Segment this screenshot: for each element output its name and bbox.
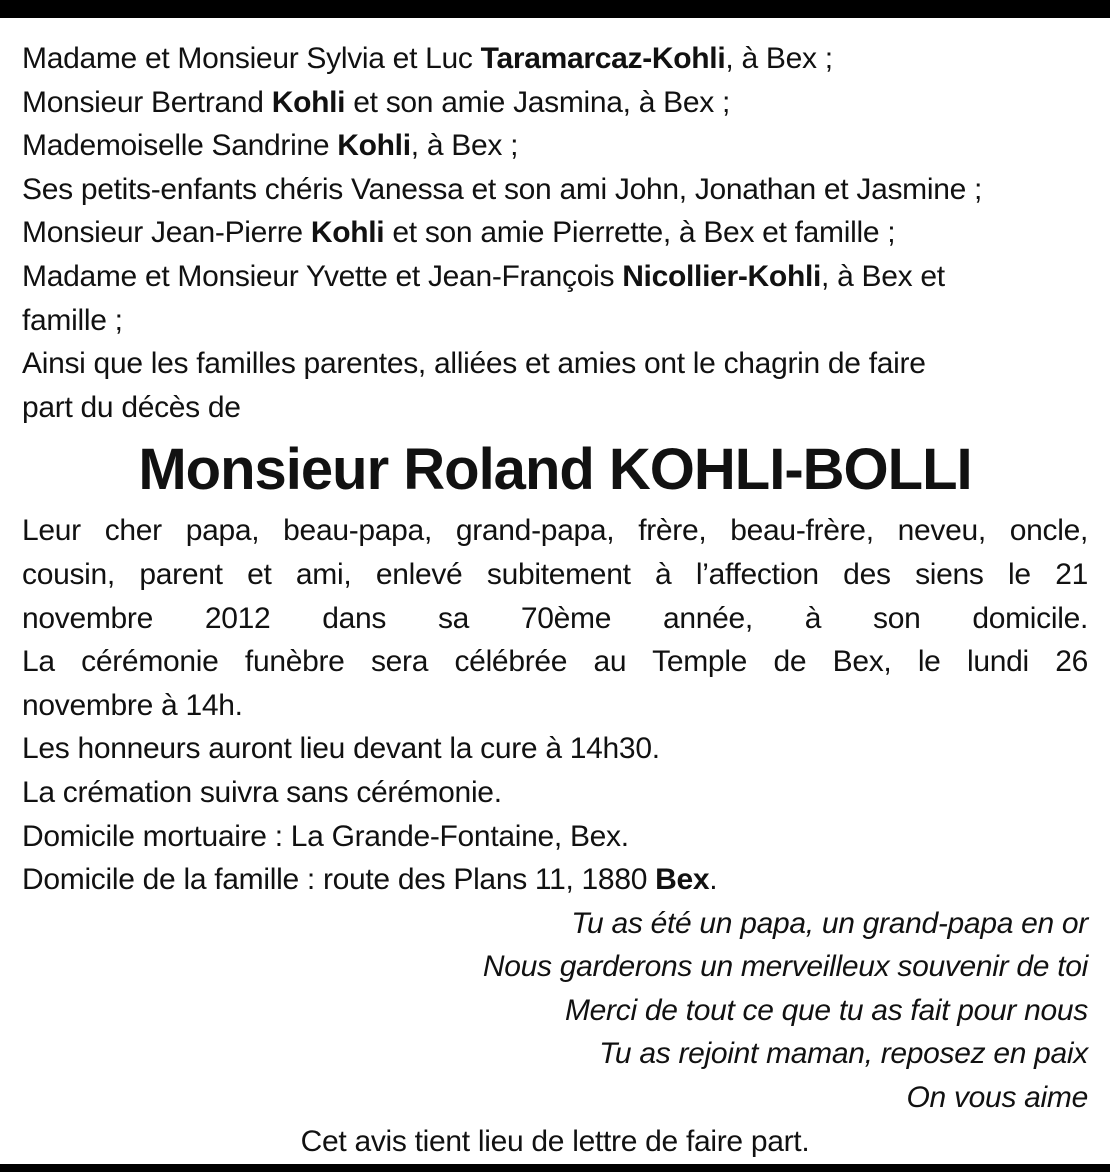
family-line xyxy=(22,386,1088,430)
town: Bex xyxy=(655,863,710,897)
top-border xyxy=(0,0,1110,18)
text: Madame et Monsieur Yvette et Jean-François xyxy=(22,259,623,293)
text: , à Bex ; xyxy=(410,129,519,163)
body-line: Domicile mortuaire : La Grande-Fontaine, Bex. xyxy=(22,819,629,853)
body-line: La cérémonie funèbre sera célébrée au Temple de Bex, le lundi 26 xyxy=(22,645,1088,679)
bottom-border xyxy=(0,1164,1110,1172)
family-line xyxy=(22,124,1088,168)
deceased-name: Monsieur Roland KOHLI-BOLLI xyxy=(138,437,972,503)
text: Monsieur Jean-Pierre xyxy=(22,216,311,250)
body-line: novembre à 14h. xyxy=(22,688,243,722)
family-line xyxy=(22,81,1088,125)
family-line xyxy=(22,342,1088,386)
surname: Taramarcaz-Kohli xyxy=(480,42,726,75)
body-line: cousin, parent et ami, enlevé subitement à l’affection des siens le 21 xyxy=(22,557,1088,591)
text: famille ; xyxy=(22,303,123,337)
body-line: novembre 2012 dans sa 70ème année, à son domicile. xyxy=(22,601,1088,635)
text: Mademoiselle Sandrine xyxy=(22,129,338,163)
family-address xyxy=(22,858,1088,902)
family-line xyxy=(22,211,1088,255)
family-line xyxy=(22,255,1088,299)
family-line xyxy=(22,37,1088,81)
text: Ses petits-enfants chéris Vanessa et son ami John, Jonathan et Jasmine ; xyxy=(22,172,983,206)
text: . xyxy=(709,863,718,897)
text: et son amie Pierrette, à Bex et famille ; xyxy=(384,216,896,250)
poem-line: Nous garderons un merveilleux souvenir de toi xyxy=(482,950,1088,984)
text: , à Bex et xyxy=(821,259,945,293)
text: Madame et Monsieur Sylvia et Luc xyxy=(22,42,481,75)
poem-line: On vous aime xyxy=(906,1081,1088,1115)
body-line: Les honneurs auront lieu devant la cure à 14h30. xyxy=(22,732,660,766)
surname: Kohli xyxy=(310,216,385,250)
text: Domicile de la famille : route des Plans 11, 1880 xyxy=(22,863,656,897)
poem-line: Tu as rejoint maman, reposez en paix xyxy=(599,1037,1088,1071)
family-line xyxy=(22,299,1088,343)
surname: Nicollier-Kohli xyxy=(622,259,822,293)
text: , à Bex ; xyxy=(725,42,833,75)
body-line: Leur cher papa, beau-papa, grand-papa, frère, beau-frère, neveu, oncle, xyxy=(22,514,1088,548)
family-line xyxy=(22,168,1088,212)
surname: Kohli xyxy=(337,129,411,163)
text: Ainsi que les familles parentes, alliées et amies ont le chagrin de faire xyxy=(22,347,926,381)
surname: Kohli xyxy=(271,85,346,119)
closing-note: Cet avis tient lieu de lettre de faire part. xyxy=(300,1124,810,1158)
poem-line: Tu as été un papa, un grand-papa en or xyxy=(571,906,1088,940)
obituary-notice xyxy=(22,37,1088,1163)
poem-line: Merci de tout ce que tu as fait pour nous xyxy=(564,993,1088,1027)
text: part du décès de xyxy=(22,390,241,424)
text: et son amie Jasmina, à Bex ; xyxy=(345,85,731,119)
body-line: La crémation suivra sans cérémonie. xyxy=(22,775,502,809)
text: Monsieur Bertrand xyxy=(22,85,272,119)
